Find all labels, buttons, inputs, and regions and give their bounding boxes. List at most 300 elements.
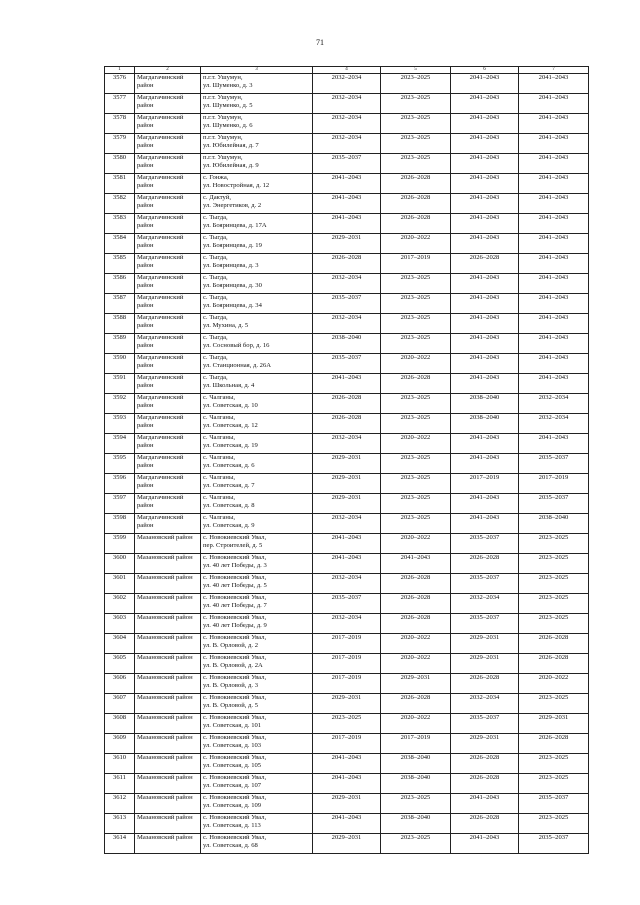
period-cell-p5: 2023–2025 <box>381 314 451 334</box>
address-line: с. Новокиевский Увал, <box>203 814 267 821</box>
district-line: Магдагачинский <box>137 174 184 181</box>
address-cell <box>201 674 313 694</box>
period-cell-p7: 2041–2043 <box>519 434 589 454</box>
period-cell-p4: 2041–2043 <box>313 754 381 774</box>
district-line: район <box>137 342 154 350</box>
period-cell-p7: 2041–2043 <box>519 354 589 374</box>
district-line: Магдагачинский <box>137 514 184 521</box>
record-number-cell: 3606 <box>105 674 135 694</box>
period-cell-p5: 2023–2025 <box>381 394 451 414</box>
table-row <box>105 514 589 534</box>
district-cell <box>135 114 201 134</box>
address-line: с. Чалганы, <box>203 514 236 521</box>
period-cell-p6: 2026–2028 <box>451 554 519 574</box>
period-cell-p5: 2038–2040 <box>381 774 451 794</box>
address-cell <box>201 574 313 594</box>
address-line: ул. 40 лет Победы, д. 7 <box>203 602 267 610</box>
period-cell-p6: 2041–2043 <box>451 834 519 854</box>
address-line: ул. Шуменко, д. 5 <box>203 102 253 110</box>
district-line: район <box>137 382 154 390</box>
period-cell-p7: 2035–2037 <box>519 834 589 854</box>
district-line: Мазановский район <box>137 754 193 761</box>
address-line: ул. Бояринцева, д. 17А <box>203 222 267 230</box>
period-cell-p7: 2026–2028 <box>519 734 589 754</box>
address-line: пер. Строителей, д. 5 <box>203 542 263 550</box>
address-line: п.г.т. Ушумун, <box>203 114 243 121</box>
period-cell-p6: 2035–2037 <box>451 714 519 734</box>
record-number-cell: 3579 <box>105 134 135 154</box>
address-line: с. Тыгда, <box>203 314 228 321</box>
district-cell <box>135 354 201 374</box>
table-row <box>105 214 589 234</box>
district-line: Мазановский район <box>137 634 193 641</box>
period-cell-p6: 2041–2043 <box>451 234 519 254</box>
address-cell <box>201 294 313 314</box>
record-number-cell: 3588 <box>105 314 135 334</box>
record-number-cell: 3613 <box>105 814 135 834</box>
table-row <box>105 734 589 754</box>
record-number-cell: 3610 <box>105 754 135 774</box>
table-row <box>105 574 589 594</box>
table-row <box>105 414 589 434</box>
period-cell-p6: 2041–2043 <box>451 154 519 174</box>
district-line: Магдагачинский <box>137 314 184 321</box>
period-cell-p5: 2020–2022 <box>381 434 451 454</box>
district-line: район <box>137 402 154 410</box>
period-cell-p6: 2032–2034 <box>451 694 519 714</box>
district-cell <box>135 234 201 254</box>
address-line: с. Чалганы, <box>203 394 236 401</box>
table-row <box>105 554 589 574</box>
period-cell-p5: 2026–2028 <box>381 694 451 714</box>
district-line: Магдагачинский <box>137 134 184 141</box>
district-line: Мазановский район <box>137 694 193 701</box>
period-cell-p4: 2032–2034 <box>313 134 381 154</box>
period-cell-p7: 2032–2034 <box>519 414 589 434</box>
district-line: Мазановский район <box>137 834 193 841</box>
district-line: Магдагачинский <box>137 474 184 481</box>
record-number-cell: 3584 <box>105 234 135 254</box>
table-row <box>105 714 589 734</box>
period-cell-p4: 2032–2034 <box>313 114 381 134</box>
period-cell-p6: 2041–2043 <box>451 114 519 134</box>
period-cell-p7: 2038–2040 <box>519 514 589 534</box>
address-line: ул. В. Орловой, д. 5 <box>203 702 258 710</box>
record-number-cell: 3593 <box>105 414 135 434</box>
record-number-cell: 3595 <box>105 454 135 474</box>
address-cell <box>201 154 313 174</box>
period-cell-p7: 2023–2025 <box>519 694 589 714</box>
district-cell <box>135 314 201 334</box>
address-cell <box>201 834 313 854</box>
district-line: район <box>137 182 154 190</box>
period-cell-p6: 2035–2037 <box>451 574 519 594</box>
table-row <box>105 374 589 394</box>
record-number-cell: 3586 <box>105 274 135 294</box>
period-cell-p4: 2029–2031 <box>313 834 381 854</box>
column-number: 6 <box>451 67 519 74</box>
record-number-cell: 3587 <box>105 294 135 314</box>
district-cell <box>135 634 201 654</box>
address-line: с. Новокиевский Увал, <box>203 734 267 741</box>
district-line: район <box>137 102 154 110</box>
address-line: с. Тыгда, <box>203 294 228 301</box>
period-cell-p4: 2029–2031 <box>313 474 381 494</box>
period-cell-p4: 2041–2043 <box>313 174 381 194</box>
address-line: ул. В. Орловой, д. 2А <box>203 662 263 670</box>
address-cell <box>201 794 313 814</box>
period-cell-p7: 2026–2028 <box>519 654 589 674</box>
district-line: район <box>137 142 154 150</box>
address-line: п.г.т. Ушумун, <box>203 74 243 81</box>
housing-registry-table <box>104 66 589 854</box>
district-cell <box>135 594 201 614</box>
period-cell-p7: 2041–2043 <box>519 194 589 214</box>
district-cell <box>135 514 201 534</box>
record-number-cell: 3596 <box>105 474 135 494</box>
period-cell-p5: 2023–2025 <box>381 114 451 134</box>
district-line: Мазановский район <box>137 814 193 821</box>
period-cell-p5: 2020–2022 <box>381 654 451 674</box>
table-row <box>105 434 589 454</box>
district-line: район <box>137 82 154 90</box>
period-cell-p7: 2041–2043 <box>519 134 589 154</box>
period-cell-p6: 2026–2028 <box>451 774 519 794</box>
column-number: 2 <box>135 67 201 74</box>
table-row <box>105 534 589 554</box>
district-line: Магдагачинский <box>137 74 184 81</box>
address-cell <box>201 814 313 834</box>
table-row <box>105 314 589 334</box>
record-number-cell: 3614 <box>105 834 135 854</box>
period-cell-p5: 2020–2022 <box>381 354 451 374</box>
table-row <box>105 674 589 694</box>
district-cell <box>135 714 201 734</box>
address-line: ул. Советская, д. 105 <box>203 762 262 770</box>
table-row <box>105 394 589 414</box>
address-line: с. Новокиевский Увал, <box>203 714 267 721</box>
period-cell-p4: 2041–2043 <box>313 814 381 834</box>
district-line: Мазановский район <box>137 794 193 801</box>
record-number-cell: 3611 <box>105 774 135 794</box>
table-row <box>105 614 589 634</box>
record-number-cell: 3601 <box>105 574 135 594</box>
table-row <box>105 174 589 194</box>
column-number-row <box>105 67 589 74</box>
record-number-cell: 3582 <box>105 194 135 214</box>
address-cell <box>201 334 313 354</box>
period-cell-p5: 2023–2025 <box>381 794 451 814</box>
address-line: с. Тыгда, <box>203 214 228 221</box>
address-cell <box>201 174 313 194</box>
address-line: с. Новокиевский Увал, <box>203 594 267 601</box>
period-cell-p7: 2041–2043 <box>519 334 589 354</box>
district-line: район <box>137 442 154 450</box>
address-line: ул. Советская, д. 68 <box>203 842 258 850</box>
address-cell <box>201 394 313 414</box>
period-cell-p4: 2032–2034 <box>313 574 381 594</box>
table-row <box>105 114 589 134</box>
address-line: ул. 40 лет Победы, д. 5 <box>203 582 267 590</box>
address-line: ул. Бояринцева, д. 30 <box>203 282 262 290</box>
period-cell-p5: 2023–2025 <box>381 514 451 534</box>
address-cell <box>201 134 313 154</box>
district-cell <box>135 254 201 274</box>
record-number-cell: 3577 <box>105 94 135 114</box>
period-cell-p7: 2041–2043 <box>519 314 589 334</box>
district-line: Магдагачинский <box>137 454 184 461</box>
table-row <box>105 834 589 854</box>
period-cell-p4: 2023–2025 <box>313 714 381 734</box>
address-line: ул. Советская, д. 12 <box>203 422 258 430</box>
record-number-cell: 3592 <box>105 394 135 414</box>
address-line: ул. Советская, д. 103 <box>203 742 262 750</box>
address-cell <box>201 314 313 334</box>
period-cell-p7: 2041–2043 <box>519 374 589 394</box>
record-number-cell: 3602 <box>105 594 135 614</box>
address-cell <box>201 754 313 774</box>
address-cell <box>201 474 313 494</box>
period-cell-p7: 2023–2025 <box>519 614 589 634</box>
district-cell <box>135 414 201 434</box>
period-cell-p4: 2032–2034 <box>313 434 381 454</box>
address-line: ул. Бояринцева, д. 34 <box>203 302 262 310</box>
record-number-cell: 3599 <box>105 534 135 554</box>
address-line: ул. Станционная, д. 26А <box>203 362 271 370</box>
record-number-cell: 3612 <box>105 794 135 814</box>
period-cell-p5: 2026–2028 <box>381 214 451 234</box>
period-cell-p4: 2035–2037 <box>313 354 381 374</box>
address-line: п.г.т. Ушумун, <box>203 154 243 161</box>
table-row <box>105 234 589 254</box>
district-line: Мазановский район <box>137 714 193 721</box>
district-cell <box>135 534 201 554</box>
period-cell-p6: 2017–2019 <box>451 474 519 494</box>
district-line: район <box>137 222 154 230</box>
district-cell <box>135 694 201 714</box>
district-cell <box>135 494 201 514</box>
period-cell-p5: 2023–2025 <box>381 134 451 154</box>
table-row <box>105 354 589 374</box>
period-cell-p7: 2041–2043 <box>519 114 589 134</box>
period-cell-p7: 2041–2043 <box>519 234 589 254</box>
address-line: ул. Советская, д. 9 <box>203 522 255 530</box>
period-cell-p7: 2029–2031 <box>519 714 589 734</box>
period-cell-p4: 2041–2043 <box>313 194 381 214</box>
period-cell-p7: 2023–2025 <box>519 574 589 594</box>
period-cell-p7: 2035–2037 <box>519 794 589 814</box>
period-cell-p4: 2017–2019 <box>313 634 381 654</box>
table-row <box>105 814 589 834</box>
address-line: с. Новокиевский Увал, <box>203 694 267 701</box>
period-cell-p7: 2032–2034 <box>519 394 589 414</box>
period-cell-p4: 2032–2034 <box>313 514 381 534</box>
period-cell-p4: 2041–2043 <box>313 214 381 234</box>
district-cell <box>135 674 201 694</box>
record-number-cell: 3608 <box>105 714 135 734</box>
address-line: с. Чалганы, <box>203 454 236 461</box>
period-cell-p5: 2017–2019 <box>381 254 451 274</box>
district-cell <box>135 614 201 634</box>
address-cell <box>201 354 313 374</box>
table-row <box>105 634 589 654</box>
record-number-cell: 3585 <box>105 254 135 274</box>
address-line: с. Новокиевский Увал, <box>203 774 267 781</box>
district-cell <box>135 474 201 494</box>
district-line: Магдагачинский <box>137 434 184 441</box>
district-line: Мазановский район <box>137 734 193 741</box>
period-cell-p7: 2041–2043 <box>519 214 589 234</box>
record-number-cell: 3580 <box>105 154 135 174</box>
address-cell <box>201 234 313 254</box>
period-cell-p7: 2020–2022 <box>519 674 589 694</box>
district-cell <box>135 334 201 354</box>
district-line: район <box>137 322 154 330</box>
period-cell-p4: 2026–2028 <box>313 414 381 434</box>
address-line: ул. Советская, д. 10 <box>203 402 258 410</box>
period-cell-p7: 2035–2037 <box>519 454 589 474</box>
address-line: с. Новокиевский Увал, <box>203 834 267 841</box>
address-cell <box>201 534 313 554</box>
period-cell-p4: 2017–2019 <box>313 674 381 694</box>
period-cell-p4: 2032–2034 <box>313 614 381 634</box>
table-row <box>105 494 589 514</box>
period-cell-p4: 2032–2034 <box>313 74 381 94</box>
district-cell <box>135 454 201 474</box>
address-line: ул. Школьная, д. 4 <box>203 382 255 390</box>
period-cell-p6: 2041–2043 <box>451 194 519 214</box>
address-line: с. Новокиевский Увал, <box>203 574 267 581</box>
address-line: ул. Советская, д. 109 <box>203 802 262 810</box>
period-cell-p7: 2023–2025 <box>519 774 589 794</box>
record-number-cell: 3597 <box>105 494 135 514</box>
table-row <box>105 454 589 474</box>
record-number-cell: 3590 <box>105 354 135 374</box>
district-line: Мазановский район <box>137 674 193 681</box>
record-number-cell: 3581 <box>105 174 135 194</box>
district-cell <box>135 654 201 674</box>
period-cell-p6: 2026–2028 <box>451 254 519 274</box>
address-cell <box>201 734 313 754</box>
period-cell-p5: 2041–2043 <box>381 554 451 574</box>
record-number-cell: 3598 <box>105 514 135 534</box>
table-row <box>105 134 589 154</box>
period-cell-p4: 2038–2040 <box>313 334 381 354</box>
period-cell-p4: 2017–2019 <box>313 734 381 754</box>
address-line: с. Чалганы, <box>203 414 236 421</box>
period-cell-p7: 2023–2025 <box>519 814 589 834</box>
period-cell-p6: 2041–2043 <box>451 134 519 154</box>
period-cell-p5: 2023–2025 <box>381 494 451 514</box>
table-row <box>105 774 589 794</box>
district-line: район <box>137 422 154 430</box>
period-cell-p7: 2041–2043 <box>519 74 589 94</box>
period-cell-p6: 2035–2037 <box>451 534 519 554</box>
district-line: Магдагачинский <box>137 394 184 401</box>
district-line: район <box>137 282 154 290</box>
table-row <box>105 194 589 214</box>
address-line: ул. Советская, д. 6 <box>203 462 255 470</box>
address-line: ул. 40 лет Победы, д. 9 <box>203 622 267 630</box>
address-line: с. Дактуй, <box>203 194 232 201</box>
district-cell <box>135 434 201 454</box>
address-line: с. Новокиевский Увал, <box>203 674 267 681</box>
address-line: с. Новокиевский Увал, <box>203 614 267 621</box>
period-cell-p5: 2023–2025 <box>381 274 451 294</box>
record-number-cell: 3600 <box>105 554 135 574</box>
record-number-cell: 3604 <box>105 634 135 654</box>
district-line: Магдагачинский <box>137 254 184 261</box>
address-line: с. Новокиевский Увал, <box>203 554 267 561</box>
period-cell-p6: 2026–2028 <box>451 754 519 774</box>
table-row <box>105 794 589 814</box>
address-line: ул. Советская, д. 107 <box>203 782 262 790</box>
address-cell <box>201 714 313 734</box>
period-cell-p6: 2041–2043 <box>451 214 519 234</box>
district-line: Магдагачинский <box>137 374 184 381</box>
period-cell-p6: 2026–2028 <box>451 814 519 834</box>
district-line: Мазановский район <box>137 594 193 601</box>
period-cell-p6: 2029–2031 <box>451 634 519 654</box>
period-cell-p7: 2041–2043 <box>519 274 589 294</box>
address-cell <box>201 554 313 574</box>
period-cell-p7: 2017–2019 <box>519 474 589 494</box>
period-cell-p6: 2041–2043 <box>451 94 519 114</box>
district-line: район <box>137 162 154 170</box>
address-cell <box>201 374 313 394</box>
period-cell-p6: 2035–2037 <box>451 614 519 634</box>
period-cell-p5: 2026–2028 <box>381 174 451 194</box>
table-row <box>105 654 589 674</box>
table-row <box>105 74 589 94</box>
district-line: Магдагачинский <box>137 334 184 341</box>
period-cell-p4: 2029–2031 <box>313 694 381 714</box>
period-cell-p4: 2041–2043 <box>313 554 381 574</box>
address-cell <box>201 114 313 134</box>
address-line: ул. В. Орловой, д. 2 <box>203 642 258 650</box>
period-cell-p5: 2029–2031 <box>381 674 451 694</box>
record-number-cell: 3578 <box>105 114 135 134</box>
period-cell-p5: 2023–2025 <box>381 334 451 354</box>
district-line: Магдагачинский <box>137 154 184 161</box>
address-cell <box>201 654 313 674</box>
period-cell-p7: 2041–2043 <box>519 254 589 274</box>
district-line: район <box>137 522 154 530</box>
district-line: Магдагачинский <box>137 414 184 421</box>
table-row <box>105 754 589 774</box>
address-cell <box>201 94 313 114</box>
column-number: 7 <box>519 67 589 74</box>
period-cell-p6: 2032–2034 <box>451 594 519 614</box>
period-cell-p4: 2029–2031 <box>313 454 381 474</box>
period-cell-p5: 2023–2025 <box>381 74 451 94</box>
district-line: район <box>137 262 154 270</box>
district-line: Мазановский район <box>137 774 193 781</box>
address-line: ул. В. Орловой, д. 3 <box>203 682 258 690</box>
address-line: ул. Советская, д. 101 <box>203 722 262 730</box>
district-cell <box>135 194 201 214</box>
period-cell-p4: 2032–2034 <box>313 274 381 294</box>
district-cell <box>135 574 201 594</box>
address-line: с. Тыгда, <box>203 354 228 361</box>
period-cell-p5: 2023–2025 <box>381 294 451 314</box>
record-number-cell: 3594 <box>105 434 135 454</box>
district-line: Магдагачинский <box>137 354 184 361</box>
period-cell-p6: 2026–2028 <box>451 674 519 694</box>
period-cell-p6: 2041–2043 <box>451 494 519 514</box>
district-line: район <box>137 482 154 490</box>
district-cell <box>135 794 201 814</box>
